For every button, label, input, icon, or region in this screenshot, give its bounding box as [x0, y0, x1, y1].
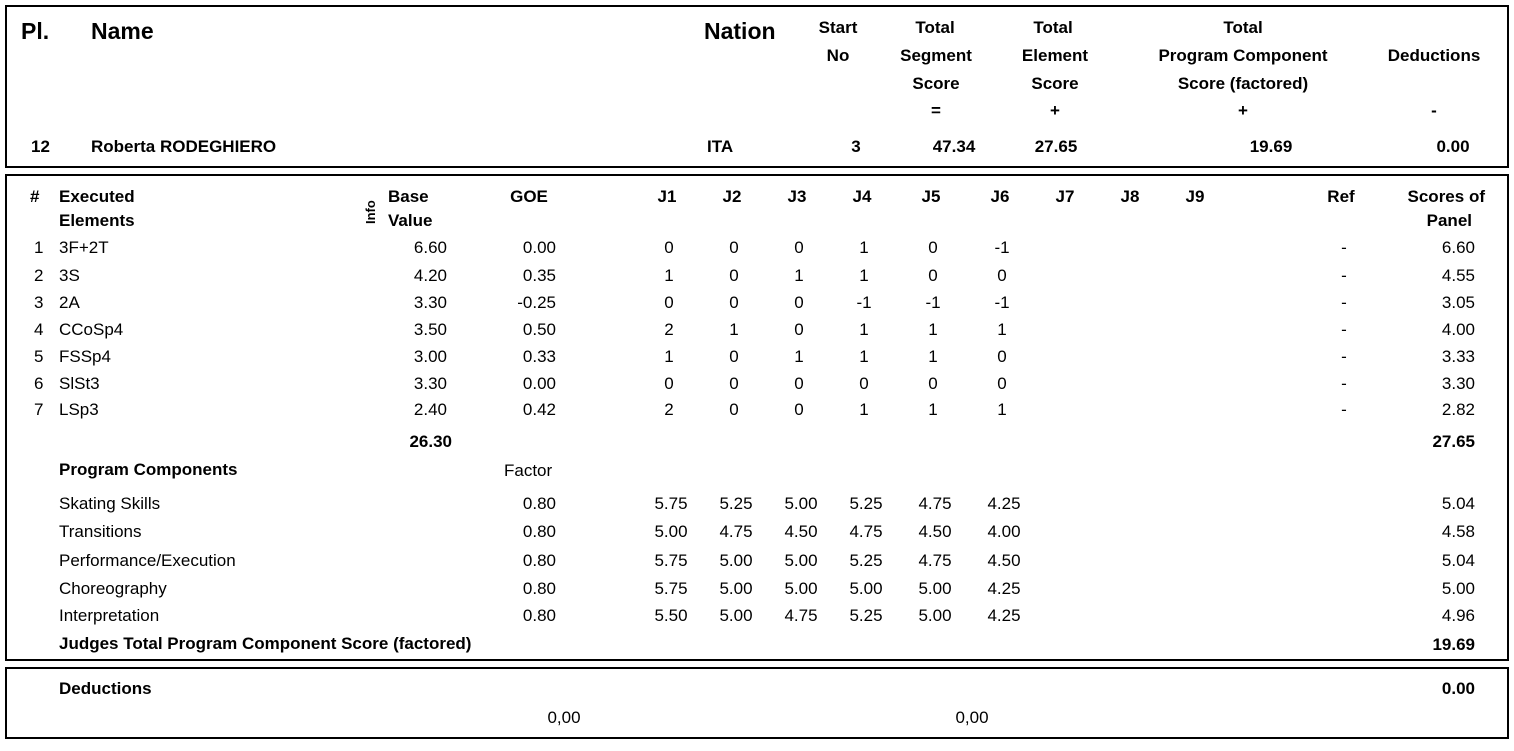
element-base-value: 3.00: [413, 347, 447, 366]
col-panel-header-1: Scores of: [1407, 187, 1485, 206]
element-judge-score: 1: [664, 347, 674, 366]
element-ref: -: [1341, 320, 1347, 339]
deductions-left-value: 0,00: [547, 708, 581, 727]
component-factor: 0.80: [522, 494, 556, 513]
element-judge-score: 1: [859, 347, 869, 366]
element-ref: -: [1341, 347, 1347, 366]
tes-label-3: Score: [1031, 74, 1079, 93]
start-label-2: No: [826, 46, 850, 65]
component-panel-score: 5.04: [1441, 494, 1475, 513]
element-goe: -0.25: [517, 293, 556, 312]
deductions-label: Deductions: [59, 679, 152, 698]
ded-label-1: Deductions: [1387, 46, 1481, 65]
ded-label-2: -: [1431, 101, 1437, 120]
component-judge-score: 5.00: [784, 579, 818, 598]
component-judge-score: 4.75: [918, 494, 952, 513]
element-name: CCoSp4: [59, 320, 124, 339]
component-panel-score: 4.58: [1441, 522, 1475, 541]
element-ref: -: [1341, 400, 1347, 419]
skater-tss: 47.34: [932, 137, 976, 156]
tes-label-1: Total: [1033, 18, 1073, 37]
element-panel-score: 3.30: [1441, 374, 1475, 393]
element-num: 7: [34, 400, 44, 419]
element-judge-score: 0: [664, 374, 674, 393]
element-judge-score: 0: [928, 238, 938, 257]
col-j4-header: J4: [852, 187, 872, 206]
element-judge-score: 1: [794, 266, 804, 285]
element-judge-score: 0: [729, 293, 739, 312]
pcs-label-3: Score (factored): [1177, 74, 1309, 93]
skater-name: Roberta RODEGHIERO: [91, 137, 277, 156]
components-title: Program Components: [59, 460, 238, 479]
element-ref: -: [1341, 293, 1347, 312]
pcs-label-1: Total: [1223, 18, 1263, 37]
component-judge-score: 5.25: [719, 494, 753, 513]
component-panel-score: 5.00: [1441, 579, 1475, 598]
element-judge-score: 1: [997, 400, 1007, 419]
col-panel-header-2: Panel: [1426, 211, 1472, 230]
component-judge-score: 4.25: [987, 579, 1021, 598]
element-judge-score: -1: [856, 293, 872, 312]
element-base-value: 2.40: [413, 400, 447, 419]
element-judge-score: 0: [729, 347, 739, 366]
tss-label-3: Score: [912, 74, 960, 93]
element-base-value: 6.60: [413, 238, 447, 257]
element-name: SlSt3: [59, 374, 100, 393]
tss-label-4: =: [931, 101, 941, 120]
name-label: Name: [91, 18, 154, 44]
skater-pcs: 19.69: [1249, 137, 1293, 156]
element-panel-score: 3.33: [1441, 347, 1475, 366]
tss-label-2: Segment: [900, 46, 972, 65]
element-judge-score: 1: [859, 238, 869, 257]
pcs-total-value: 19.69: [1432, 635, 1475, 654]
element-goe: 0.33: [522, 347, 556, 366]
component-judge-score: 4.00: [987, 522, 1021, 541]
element-base-value: 3.30: [413, 374, 447, 393]
factor-label: Factor: [504, 461, 553, 480]
component-judge-score: 5.75: [654, 579, 688, 598]
component-panel-score: 4.96: [1441, 606, 1475, 625]
col-j2-header: J2: [722, 187, 742, 206]
element-goe: 0.42: [522, 400, 556, 419]
component-judge-score: 5.00: [918, 579, 952, 598]
pl-label: Pl.: [21, 18, 50, 44]
component-judge-score: 4.75: [918, 551, 952, 570]
pcs-label-4: +: [1238, 101, 1248, 120]
component-name: Skating Skills: [59, 494, 161, 513]
col-info-header: Info: [363, 200, 378, 224]
col-j8-header: J8: [1120, 187, 1140, 206]
element-judge-score: 0: [794, 293, 804, 312]
element-panel-score: 3.05: [1441, 293, 1475, 312]
component-factor: 0.80: [522, 579, 556, 598]
skater-tes: 27.65: [1034, 137, 1078, 156]
component-judge-score: 5.25: [849, 551, 883, 570]
element-judge-score: 1: [928, 400, 938, 419]
element-judge-score: -1: [925, 293, 941, 312]
component-judge-score: 5.00: [784, 551, 818, 570]
element-judge-score: 1: [997, 320, 1007, 339]
skater-deductions: 0.00: [1436, 137, 1470, 156]
col-j6-header: J6: [990, 187, 1010, 206]
element-judge-score: 1: [859, 320, 869, 339]
element-name: FSSp4: [59, 347, 111, 366]
element-ref: -: [1341, 374, 1347, 393]
element-base-value: 4.20: [413, 266, 447, 285]
element-panel-score: 6.60: [1441, 238, 1475, 257]
element-judge-score: 0: [794, 374, 804, 393]
component-judge-score: 5.00: [918, 606, 952, 625]
element-base-value: 3.50: [413, 320, 447, 339]
pcs-label-2: Program Component: [1158, 46, 1328, 65]
component-judge-score: 5.00: [719, 579, 753, 598]
component-judge-score: 5.75: [654, 494, 688, 513]
component-name: Interpretation: [59, 606, 160, 625]
component-judge-score: 4.50: [918, 522, 952, 541]
element-base-value: 3.30: [413, 293, 447, 312]
element-goe: 0.00: [522, 374, 556, 393]
element-judge-score: 0: [729, 374, 739, 393]
component-judge-score: 5.50: [654, 606, 688, 625]
element-goe: 0.50: [522, 320, 556, 339]
element-panel-score: 4.00: [1441, 320, 1475, 339]
col-base-header-2: Value: [388, 211, 433, 230]
element-goe: 0.35: [522, 266, 556, 285]
element-judge-score: 1: [928, 320, 938, 339]
element-judge-score: 0: [729, 238, 739, 257]
component-judge-score: 4.25: [987, 606, 1021, 625]
component-name: Choreography: [59, 579, 167, 598]
element-judge-score: 0: [664, 238, 674, 257]
element-judge-score: 2: [664, 400, 674, 419]
component-judge-score: 4.25: [987, 494, 1021, 513]
component-name: Performance/Execution: [59, 551, 236, 570]
component-judge-score: 4.50: [784, 522, 818, 541]
base-value-total: 26.30: [409, 432, 452, 451]
component-judge-score: 5.00: [654, 522, 688, 541]
element-name: 2A: [59, 293, 80, 312]
col-base-header-1: Base: [388, 187, 429, 206]
skater-start-no: 3: [851, 137, 861, 156]
nation-label: Nation: [704, 18, 776, 44]
element-judge-score: 1: [664, 266, 674, 285]
col-ref-header: Ref: [1327, 187, 1355, 206]
element-name: LSp3: [59, 400, 99, 419]
component-judge-score: 5.00: [719, 606, 753, 625]
component-panel-score: 5.04: [1441, 551, 1475, 570]
component-factor: 0.80: [522, 551, 556, 570]
element-judge-score: 0: [997, 266, 1007, 285]
element-judge-score: 1: [729, 320, 739, 339]
element-goe: 0.00: [522, 238, 556, 257]
element-panel-score: 2.82: [1441, 400, 1475, 419]
element-ref: -: [1341, 238, 1347, 257]
element-judge-score: 0: [997, 374, 1007, 393]
panel-score-total: 27.65: [1432, 432, 1475, 451]
skater-place: 12: [31, 137, 50, 156]
col-executed-header-2: Elements: [59, 211, 135, 230]
element-judge-score: 0: [794, 320, 804, 339]
component-judge-score: 5.00: [719, 551, 753, 570]
element-judge-score: -1: [994, 293, 1010, 312]
pcs-total-label: Judges Total Program Component Score (factored): [59, 634, 472, 653]
element-panel-score: 4.55: [1441, 266, 1475, 285]
element-ref: -: [1341, 266, 1347, 285]
element-num: 4: [34, 320, 44, 339]
element-judge-score: 1: [794, 347, 804, 366]
element-judge-score: 1: [859, 266, 869, 285]
element-judge-score: 0: [928, 266, 938, 285]
element-judge-score: 0: [997, 347, 1007, 366]
col-j3-header: J3: [787, 187, 807, 206]
component-judge-score: 4.75: [849, 522, 883, 541]
component-judge-score: 4.50: [987, 551, 1021, 570]
tss-label-1: Total: [915, 18, 955, 37]
element-num: 3: [34, 293, 44, 312]
element-judge-score: 0: [729, 266, 739, 285]
element-judge-score: 0: [794, 238, 804, 257]
component-factor: 0.80: [522, 522, 556, 541]
col-j7-header: J7: [1055, 187, 1075, 206]
component-judge-score: 5.25: [849, 494, 883, 513]
element-name: 3F+2T: [59, 238, 109, 257]
col-j1-header: J1: [657, 187, 677, 206]
element-judge-score: -1: [994, 238, 1010, 257]
component-judge-score: 5.00: [784, 494, 818, 513]
element-judge-score: 0: [794, 400, 804, 419]
component-judge-score: 5.00: [849, 579, 883, 598]
skater-nation: ITA: [707, 137, 734, 156]
scores-detail-box: [5, 174, 1509, 661]
start-label-1: Start: [818, 18, 858, 37]
element-num: 1: [34, 238, 44, 257]
deductions-right-value: 0,00: [955, 708, 989, 727]
element-judge-score: 0: [859, 374, 869, 393]
component-judge-score: 5.75: [654, 551, 688, 570]
element-judge-score: 0: [664, 293, 674, 312]
col-j5-header: J5: [921, 187, 941, 206]
col-num-header: #: [30, 187, 40, 206]
element-judge-score: 0: [729, 400, 739, 419]
component-name: Transitions: [59, 522, 142, 541]
tes-label-4: +: [1050, 101, 1060, 120]
element-judge-score: 1: [859, 400, 869, 419]
element-num: 5: [34, 347, 44, 366]
component-judge-score: 4.75: [784, 606, 818, 625]
component-judge-score: 5.25: [849, 606, 883, 625]
element-num: 2: [34, 266, 44, 285]
col-executed-header-1: Executed: [59, 187, 135, 206]
component-factor: 0.80: [522, 606, 556, 625]
element-judge-score: 2: [664, 320, 674, 339]
deductions-box: [5, 667, 1509, 739]
deductions-value: 0.00: [1441, 679, 1475, 698]
element-judge-score: 0: [928, 374, 938, 393]
col-j9-header: J9: [1185, 187, 1205, 206]
col-goe-header: GOE: [510, 187, 548, 206]
element-num: 6: [34, 374, 44, 393]
element-judge-score: 1: [928, 347, 938, 366]
component-judge-score: 4.75: [719, 522, 753, 541]
tes-label-2: Element: [1021, 46, 1089, 65]
element-name: 3S: [59, 266, 80, 285]
